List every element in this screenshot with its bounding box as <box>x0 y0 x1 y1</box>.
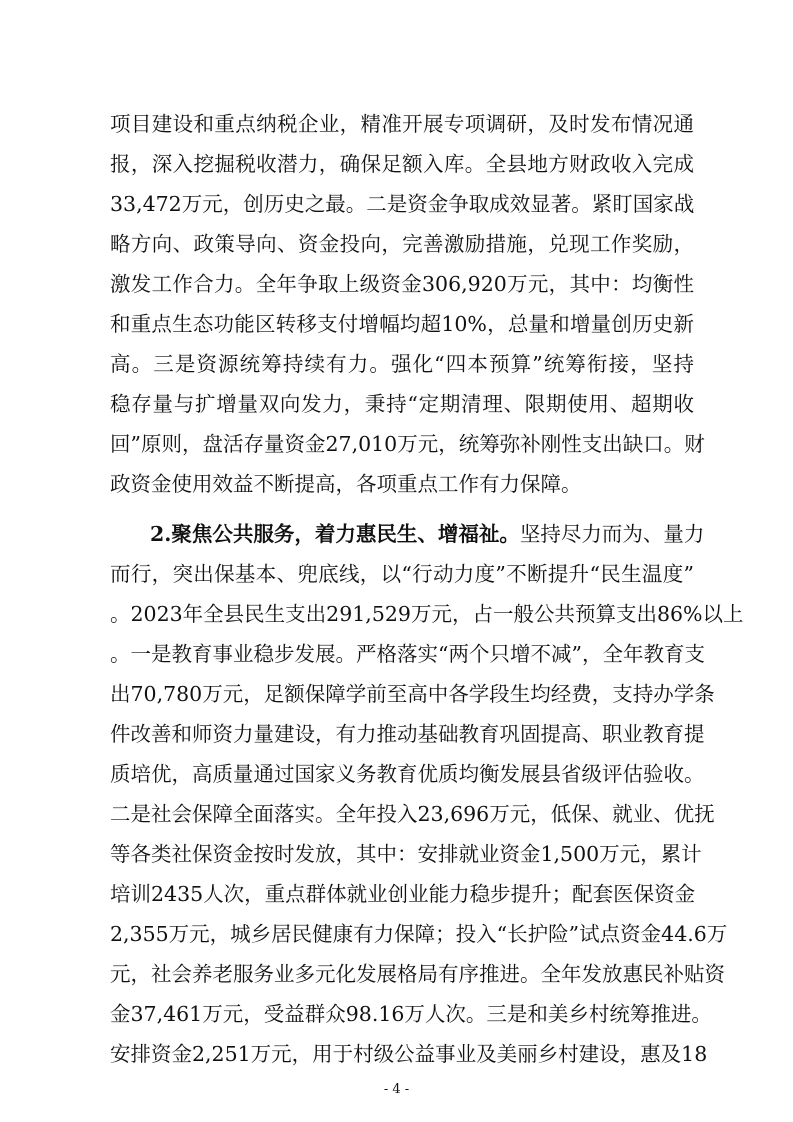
body-line-13: 。2023年全县民生支出291,529万元，占一般公共预算支出86%以上 <box>110 602 744 626</box>
body-line-24: 安排资金2,251万元，用于村级公益事业及美丽乡村建设，惠及18 <box>110 1042 708 1066</box>
body-line-3: 33,472万元，创历史之最。二是资金争取成效显著。紧盯国家战 <box>110 192 695 216</box>
body-line-8: 稳存量与扩增量双向发力，秉持“定期清理、限期使用、超期收 <box>110 392 694 416</box>
body-line-2: 报，深入挖掘税收潜力，确保足额入库。全县地方财政收入完成 <box>110 152 694 176</box>
page-number: - 4 - <box>383 1082 410 1097</box>
body-line-23: 金37,461万元，受益群众98.16万人次。三是和美乡村统筹推进。 <box>110 1002 712 1026</box>
body-line-18: 二是社会保障全面落实。全年投入23,696万元，低保、就业、优抚 <box>110 802 715 826</box>
body-line-10: 政资金使用效益不断提高，各项重点工作有力保障。 <box>110 472 582 496</box>
body-line-15: 出70,780万元，足额保障学前至高中各学段生均经费，支持办学条 <box>110 682 715 706</box>
body-line-5: 激发工作合力。全年争取上级资金306,920万元，其中：均衡性 <box>110 272 694 296</box>
body-line-4: 略方向、政策导向、资金投向，完善激励措施，兑现工作奖励， <box>110 232 694 256</box>
section-2-text: 坚持尽力而为、量力 <box>519 522 705 546</box>
body-line-20: 培训2435人次，重点群体就业创业能力稳步提升；配套医保资金 <box>110 882 696 906</box>
body-line-19: 等各类社保资金按时发放，其中：安排就业资金1,500万元，累计 <box>110 842 702 866</box>
body-line-17: 质培优，高质量通过国家义务教育优质均衡发展县省级评估验收。 <box>110 762 705 786</box>
body-line-14: 。一是教育事业稳步发展。严格落实“两个只增不减”，全年教育支 <box>110 642 705 666</box>
body-line-7: 高。三是资源统筹持续有力。强化“四本预算”统筹衔接，坚持 <box>110 352 694 376</box>
section-2-heading: 2.聚焦公共服务，着力惠民生、增福祉。 <box>150 522 520 546</box>
body-line-22: 元，社会养老服务业多元化发展格局有序推进。全年发放惠民补贴资 <box>110 962 725 986</box>
body-line-16: 件改善和师资力量建设，有力推动基础教育巩固提高、职业教育提 <box>110 722 705 746</box>
body-line-21: 2,355万元，城乡居民健康有力保障；投入“长护险”试点资金44.6万 <box>110 922 728 946</box>
body-line-12: 而行，突出保基本、兜底线，以“行动力度”不断提升“民生温度” <box>110 562 694 586</box>
body-line-9: 回”原则，盘活存量资金27,010万元，统筹弥补刚性支出缺口。财 <box>110 432 705 456</box>
section-2-first-line <box>150 514 705 554</box>
body-line-1: 项目建设和重点纳税企业，精准开展专项调研，及时发布情况通 <box>110 112 694 136</box>
body-line-6: 和重点生态功能区转移支付增幅均超10%，总量和增量创历史新 <box>110 312 694 336</box>
